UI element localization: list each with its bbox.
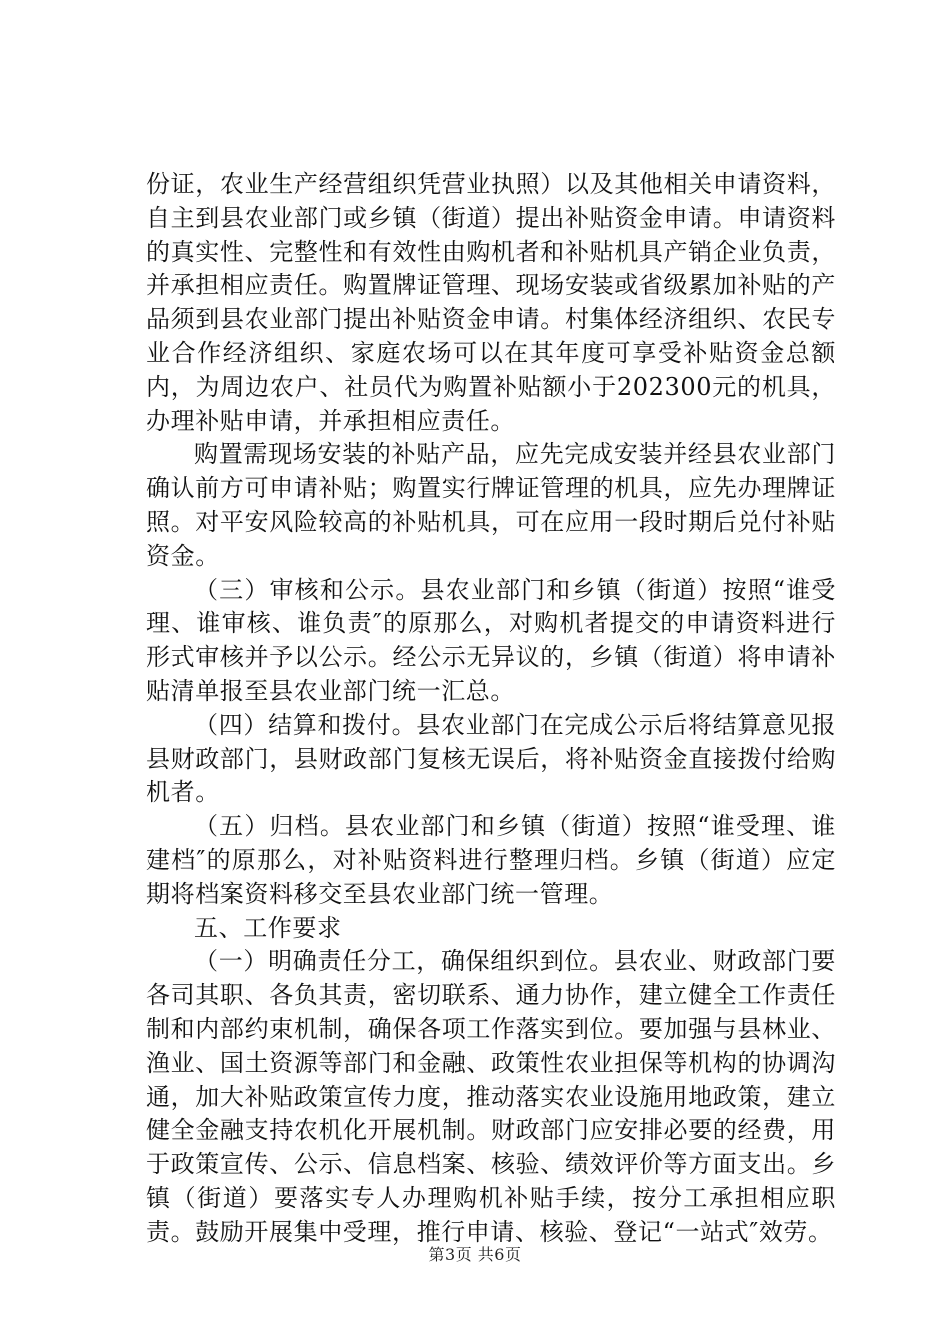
- paragraph-settlement-and-payment: （四）结算和拨付。县农业部门在完成公示后将结算意见报县财政部门，县财政部门复核无误后，将补贴资金直接拨付给购机者。: [146, 710, 836, 807]
- paragraph-installation-requirement: 购置需现场安装的补贴产品，应先完成安装并经县农业部门确认前方可申请补贴；购置实行牌证管理的机具，应先办理牌证照。对平安风险较高的补贴机具，可在应用一段时期后兑付补贴资金。: [146, 440, 836, 570]
- paragraph-archiving: （五）归档。县农业部门和乡镇（街道）按照“谁受理、谁建档″的原那么，对补贴资料进行整理归档。乡镇（街道）应定期将档案资料移交至县农业部门统一管理。: [146, 812, 836, 908]
- paragraph-review-and-publicity: （三）审核和公示。县农业部门和乡镇（街道）按照“谁受理、谁审核、谁负责″的原那么，对购机者提交的申请资料进行形式审核并予以公示。经公示无异议的，乡镇（街道）将申请补贴清单报至县农业部门统一汇总。: [146, 575, 836, 705]
- section-heading-work-requirements: 五、工作要求: [194, 913, 342, 942]
- document-body: [146, 168, 836, 1250]
- paragraph-responsibility-division: （一）明确责任分工，确保组织到位。县农业、财政部门要各司其职、各负其责，密切联系、通力协作，建立健全工作责任制和内部约束机制，确保各项工作落实到位。要加强与县林业、渔业、国土资源等部门和金融、政策性农业担保等机构的协调沟通，加大补贴政策宣传力度，推动落实农业设施用地政策，建立健全金融支持农机化开展机制。财政部门应安排必要的经费，用于政策宣传、公示、信息档案、核验、绩效评价等方面支出。乡镇（街道）要落实专人办理购机补贴手续，按分工承担相应职责。鼓励开展集中受理，推行申请、核验、登记“一站式″效劳。: [146, 947, 836, 1246]
- paragraph-application-materials: 份证，农业生产经营组织凭营业执照）以及其他相关申请资料，自主到县农业部门或乡镇（街道）提出补贴资金申请。申请资料的真实性、完整性和有效性由购机者和补贴机具产销企业负责，并承担相应责任。购置牌证管理、现场安装或省级累加补贴的产品须到县农业部门提出补贴资金申请。村集体经济组织、农民专业合作经济组织、家庭农场可以在其年度可享受补贴资金总额内，为周边农户、社员代为购置补贴额小于202300元的机具，办理补贴申请，并承担相应责任。: [146, 170, 836, 435]
- page-number-footer: 第3页 共6页: [428, 1245, 522, 1264]
